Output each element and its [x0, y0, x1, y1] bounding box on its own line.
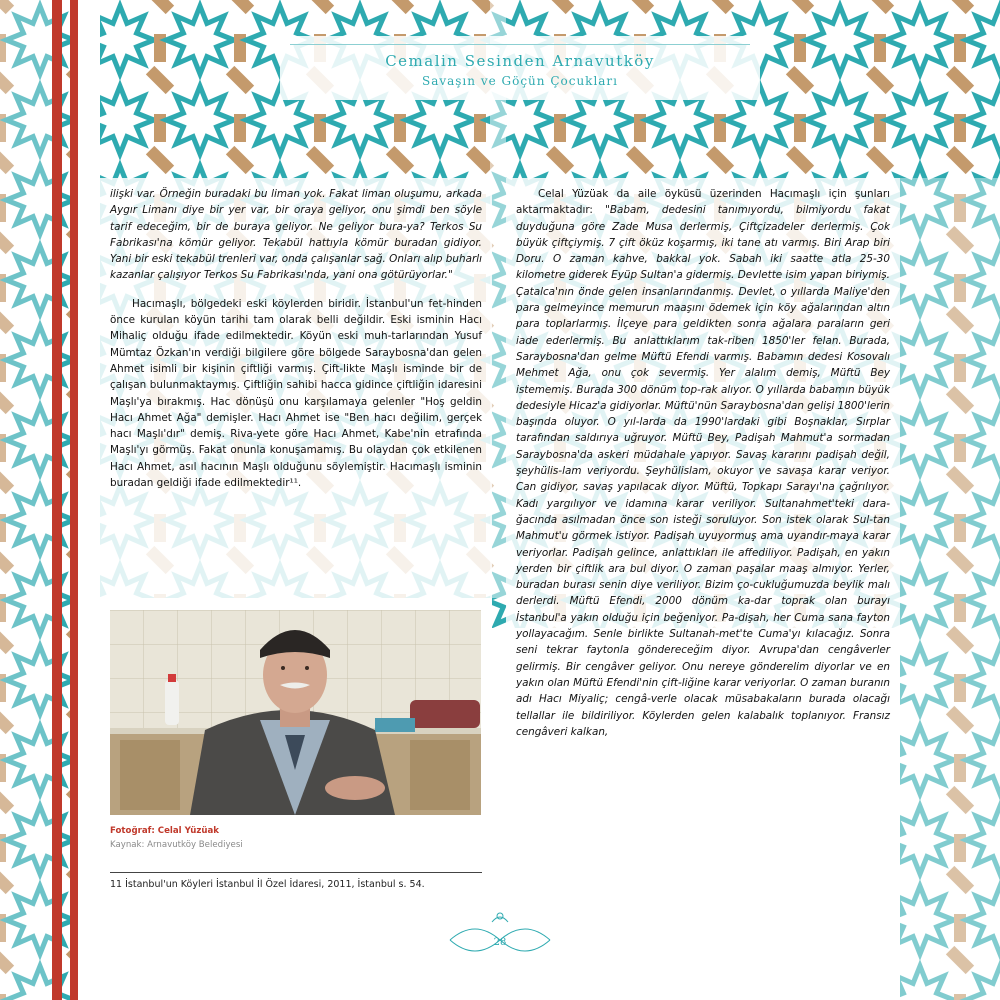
left-margin-tint	[0, 0, 52, 1000]
left-border-bar	[70, 0, 78, 1000]
pattern-tile	[546, 0, 574, 14]
pattern-star	[886, 6, 954, 74]
pattern-tile	[946, 146, 974, 174]
pattern-tile	[386, 0, 414, 14]
pattern-tile	[226, 0, 254, 14]
pattern-tile	[146, 0, 174, 14]
pattern-tile	[786, 146, 814, 174]
portrait-photo-illustration	[110, 610, 481, 815]
pattern-star	[886, 86, 954, 154]
photo-source: Kaynak: Arnavutköy Belediyesi	[110, 840, 243, 850]
right-margin	[900, 178, 1000, 1000]
pattern-star	[166, 6, 234, 74]
left-border-bar	[52, 0, 62, 1000]
portrait-photo	[110, 610, 481, 815]
running-header-title: Cemalin Sesinden Arnavutköy	[385, 52, 655, 70]
history-paragraph: Hacımaşlı, bölgedeki eski köylerden biridir. İstanbul'un fet-hinden önce kurulan köyün tarihi tam olarak belli değildir. Eski isminin Hacı Mihaliç olduğu ifade edilmektedir. Köyün eski muh-tarlarından Yusuf Mümtaz Özkan'ın verdiği bilgilere göre bölgede Saraybosna'dan gelen Ahmet isimli bir kişinin çiftliği varmış. Çift-likte Maşlı isminde bir de çalışan bulunmaktaymış. Çiftliğin sahibi hacca gidince çiftliğin idaresini Maşlı'ya bırakmış. Hac dönüşü onu karşılamaya gelenler "Hoş geldin Hacı Ahmet Ağa" demişler. Hacı Ahmet ise "Ben hacı değilim, gerçek hacı Maşlı'dır" demiş. Riva-yete göre Hacı Ahmet, Kabe'nin etrafında Maşlı'yı görmüş. Fakat onunla konuşamamış. Bu olaydan çok etkilenen Hacı Ahmet, asıl hacının Maşlı olduğunu söylemiştir. Hacımaşlı isminin buradan geldiği ifade edilmektedir¹¹.	[110, 297, 482, 490]
pattern-tile	[866, 146, 894, 174]
running-header-subtitle: Savaşın ve Göçün Çocukları	[421, 74, 619, 88]
interview-quote-continued: ilişki var. Örneğin buradaki bu liman yok. Fakat liman oluşumu, arkada Aygır Limanı diye bir yer var, bir oraya geliyor, onu şimdi ben söyle tarif edeceğim, bir de buraya geliyor. Ne geliyor bura-ya? Terkos Su Fabrikası'na kömür geliyor. Tekabül hattıyla kömür buradan gidiyor. Yani bir eski tekabül trenleri var, onda çalışanlar sağ. Onları alıp buharlı kazanlar çalışıyor Terkos Su Fabrikası'nda, yani ona götürüyorlar."	[110, 188, 482, 282]
pattern-star	[806, 6, 874, 74]
pattern-tile	[146, 146, 174, 174]
pattern-tile	[306, 146, 334, 174]
pattern-star	[166, 86, 234, 154]
pattern-star	[806, 86, 874, 154]
left-column	[110, 186, 482, 491]
pattern-tile	[866, 0, 894, 14]
pattern-tile	[786, 0, 814, 14]
pattern-tile	[706, 0, 734, 14]
pattern-tile	[466, 146, 494, 174]
pattern-tile	[706, 146, 734, 174]
right-intro-text: Celal Yüzüak da aile öyküsü üzerinden Hacımaşlı için şunları aktarmaktadır:	[516, 188, 890, 217]
footnote-divider	[110, 872, 482, 873]
left-border-gap	[78, 0, 100, 1000]
footnote: 11 İstanbul'un Köyleri İstanbul İl Özel İdaresi, 2011, İstanbul s. 54.	[110, 879, 425, 890]
pattern-tile	[866, 66, 894, 94]
pattern-tile	[146, 66, 174, 94]
pattern-tile	[466, 0, 494, 14]
photo-caption: Fotoğraf: Celal Yüzüak	[110, 826, 219, 836]
header-ornament-line	[290, 44, 750, 45]
pattern-tile	[226, 66, 254, 94]
right-intro	[516, 186, 890, 740]
pattern-tile	[226, 146, 254, 174]
pattern-tile	[306, 0, 334, 14]
page-number: 28	[493, 937, 507, 948]
pattern-tile	[546, 146, 574, 174]
family-story-quote: "Babam, dedesini tanımıyordu, bilmiyordu fakat duyduğuna göre Zade Musa derlermiş, Çiftçizadeler derlermiş. Çok büyük çiftçiymiş. 7 çift öküz koşarmış, iki tane atı varmış. Biri Arap biri Doru. O zaman kahve, bakkal yok. Sabah iki saatte atla 25-30 kilometre giderek Eyüp Sultan'a gidermiş. Devlette isim yapan biriymiş. Çatalca'nın önde gelen insanlarındanmış. Devlet, o yıllarda Maliye'den para gelmeyince memurun maaşını ödemek için köy ağalarından altın para toplarlarmış. İlçeye para geldikten sonra ağalara paraların geri iade ederlermiş. Bu anlattıklarım tak-riben 1850'ler felan. Burada, Saraybosna'dan gelme Müftü Efendi varmış. Babamın dedesi Kosovalı Mehmet Ağa, onu çok severmiş. Yer alalım demiş, Müftü Bey istememiş. Burada 300 dönüm top-rak alıyor. O yıllarda babamın büyük dedesiyle Hicaz'a gidiyorlar. Müftü'nün Saraybosna'dan gelişi 1800'lerin başında oluyor. O yıl-larda da 1990'lardaki gibi Boşnaklar, Sırplar tarafından saldırıya uğruyor. Müftü Bey, Padişah Mahmut'a sormadan Saraybosna'da askeri müdahale yapıyor. Savaş kararını padişah değil, şeyhülis-lam veriyordu. Şeyhülislam, okuyor ve savaşa karar veriyor. Can gidiyor, savaş yapılacak diyor. Müftü, Topkapı Sarayı'na çağrılıyor. Kadı yargılıyor ve idamına karar veriliyor. Sultanahmet'teki dara-ğacında asılmadan önce son isteği soruluyor. Son istek olarak Sul-tan Mahmut'u görmek istiyor. Padişah uyuyormuş ama uyandır-maya karar veriyorlar. Padişah gelince, anlattıkları ile affediliyor. Padişah, en yakın yerden bir çiftlik ara bul diyor. O zaman paşalar maaş almıyor. Yerler, buradan burası senin diye veriliyor. Bizim ço-cukluğumuzda beylik malı derlerdi. Müftü Efendi, 2000 dönüm ka-dar toprak olan burayı İstanbul'a yakın olduğu için beğeniyor. Pa-dişah, her Cuma sana fayton yollayacağım. Senle birlikte Sultanah-met'te Cuma'yı kılacağız. Sonra seni tekrar faytonla göndereceğim diyor. Avrupa'dan cengâverler gelirmiş. Bir cengâver geliyor. Onu nereye gönderelim diyorlar ve en yakın olan Müftü Efendi'nin çift-liğine karar veriyorlar. O zaman buranın adı Hacı Miyaliç; cengâ-verle olacak müsabakaların burada olacağı tellallar ile bildiriliyor. Köylerden gelen kalabalık toplanıyor. Fransız cengâveri kalkan,	[516, 204, 890, 738]
pattern-star	[966, 86, 1000, 154]
pattern-star	[966, 6, 1000, 74]
pattern-tile	[626, 146, 654, 174]
pattern-tile	[786, 66, 814, 94]
pattern-tile	[626, 0, 654, 14]
pattern-tile	[946, 66, 974, 94]
pattern-tile	[386, 146, 414, 174]
right-column	[516, 186, 890, 740]
pattern-tile	[946, 0, 974, 14]
